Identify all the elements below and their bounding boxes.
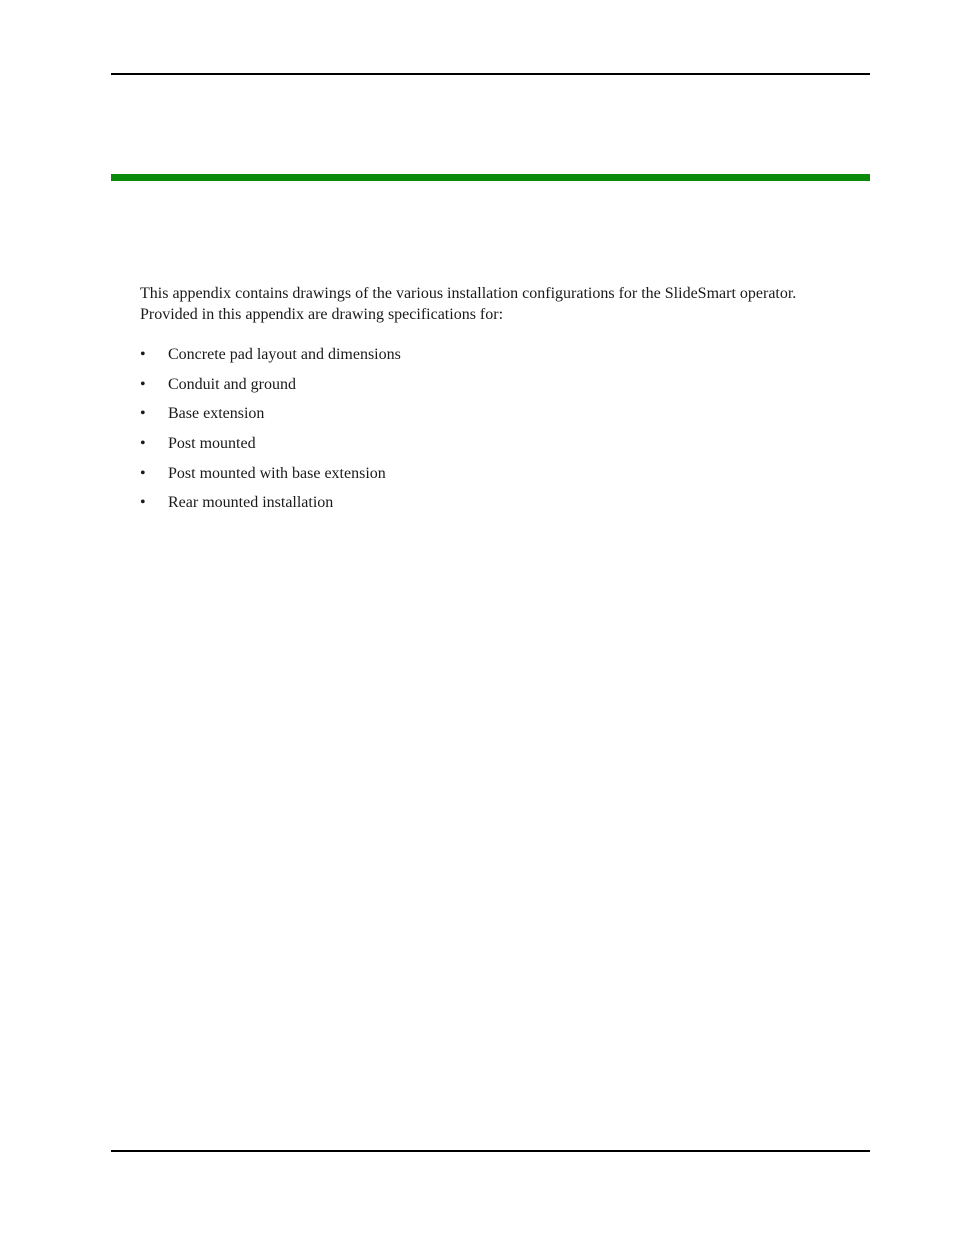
- intro-line-2: Provided in this appendix are drawing specifications for:: [140, 306, 504, 323]
- header-rule: [111, 73, 870, 75]
- bullet-icon: •: [140, 494, 146, 512]
- bullet-icon: •: [140, 435, 146, 453]
- bullet-icon: •: [140, 464, 146, 482]
- list-item-label: Rear mounted installation: [168, 494, 334, 512]
- list-item-label: Post mounted: [168, 435, 256, 453]
- bullet-icon: •: [140, 375, 146, 393]
- list-item-label: Concrete pad layout and dimensions: [168, 346, 401, 363]
- list-item-label: Conduit and ground: [168, 375, 296, 393]
- intro-paragraph: [140, 283, 860, 325]
- list-item-label: Base extension: [168, 405, 265, 423]
- intro-line-1: This appendix contains drawings of the various installation configurations for the SlideSmart operator.: [140, 285, 797, 302]
- title-accent-rule: [111, 174, 870, 181]
- bullet-icon: •: [140, 346, 146, 363]
- footer-rule: [111, 1150, 870, 1152]
- list-item-label: Post mounted with base extension: [168, 464, 386, 482]
- bullet-icon: •: [140, 405, 146, 423]
